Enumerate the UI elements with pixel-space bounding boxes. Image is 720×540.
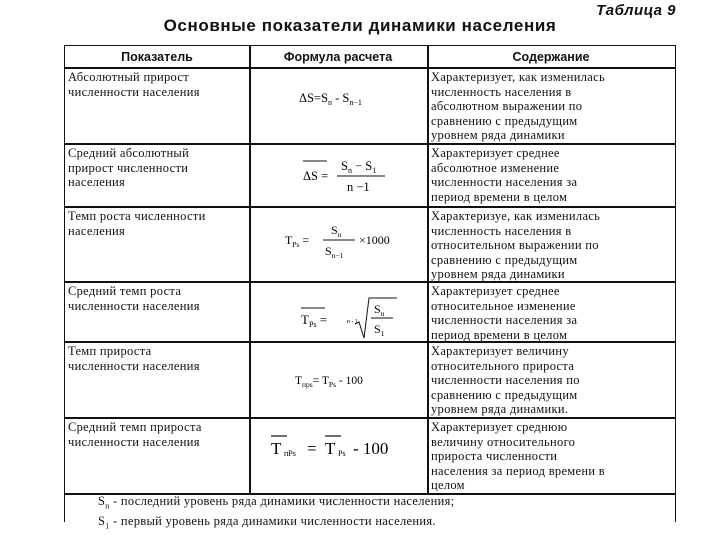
svg-text:n - 1: n - 1 <box>347 319 358 325</box>
svg-text:T: T <box>271 439 282 458</box>
table-row-content: Характеризует среднее относительное изменение численности населения за период времени в целом <box>431 284 578 342</box>
table-row-indicator: Средний абсолютный прирост численности населения <box>68 146 190 189</box>
svg-text:Tпрs= TPs - 100: $T_{прs}= T_{Ps} - 100$ <box>295 375 363 389</box>
table-row-indicator: Средний темп прироста численности населения <box>68 420 202 449</box>
svg-text:- 100: - 100 <box>353 439 389 458</box>
row-divider <box>65 67 675 69</box>
svg-text:×1000: ×1000 <box>359 233 390 247</box>
formula-mean-growth-rate <box>257 286 425 346</box>
svg-text:TPs =: $T_{Ps}$ = <box>301 312 328 329</box>
table-row-content: Характеризуе, как изменилась численность населения в относительном выражении по сравнению с предыдущим уровнем ряда динамики <box>431 209 601 281</box>
column-header-content: Содержание <box>512 50 590 64</box>
column-divider <box>249 46 251 494</box>
svg-text:n −1: n −1 <box>347 180 370 194</box>
svg-text:ΔS=Sn - Sn−1: $\Delta S=S_n - S_{n-1}$ <box>299 91 362 107</box>
column-header-formula: Формула расчета <box>283 50 393 64</box>
column-divider <box>427 46 429 494</box>
svg-text:Sn: $S_n$ <box>374 302 385 318</box>
svg-text:Sn: $S_n$ <box>331 223 342 239</box>
table-row-content: Характеризует среднюю величину относительного прироста численности населения за период времени в целом <box>431 420 605 492</box>
document-title: Основные показатели динамики населения <box>163 16 557 35</box>
table-footnotes <box>98 494 454 534</box>
table-row-indicator: Темп роста численности населения <box>68 209 206 238</box>
svg-text:Sn−1: $S_{n-1}$ <box>325 244 344 260</box>
svg-text:TPs =: $T_{Ps}$ = <box>285 233 310 249</box>
svg-text:S1: $S_1$ <box>374 322 385 338</box>
formula-absolute-growth <box>257 72 425 132</box>
table-row-content: Характеризует среднее абсолютное изменение численности населения за период времени в целом <box>431 146 578 204</box>
footnote-s1: $S_1$ - первый уровень ряда динамики численности населения. <box>98 514 436 531</box>
svg-text:пPs: пPs <box>284 449 296 458</box>
row-divider <box>65 143 675 145</box>
svg-text:Ps: Ps <box>338 449 346 458</box>
footnote-sn: $S_n$ - последний уровень ряда динамики численности населения; <box>98 494 455 511</box>
formula-mean-increase-rate <box>257 424 425 484</box>
table-row-content: Характеризует, как изменилась численность населения в абсолютном выражении по сравнению с предыдущим уровнем ряда динамики <box>431 70 605 142</box>
column-header-indicator: Показатель <box>121 50 193 64</box>
dynamics-table <box>64 45 676 531</box>
row-divider <box>65 417 675 419</box>
formula-growth-rate <box>257 214 425 274</box>
svg-text:=: = <box>307 439 317 458</box>
svg-text:T: T <box>325 439 336 458</box>
table-row-indicator: Средний темп роста численности населения <box>68 284 200 313</box>
svg-text:ΔS =: ΔS = <box>303 169 329 183</box>
svg-text:Sn − S1: $S_n - S_1$ <box>341 159 377 175</box>
formula-mean-absolute-growth <box>257 148 425 208</box>
table-row-content: Характеризует величину относительного прироста численности населения по сравнению с предыдущим уровнем ряда динамики. <box>431 344 580 416</box>
table-row-indicator: Темп прироста численности населения <box>68 344 200 373</box>
table-number-label: Таблица 9 <box>596 2 676 19</box>
table-row-indicator: Абсолютный прирост численности населения <box>68 70 200 99</box>
formula-increase-rate <box>257 352 425 412</box>
